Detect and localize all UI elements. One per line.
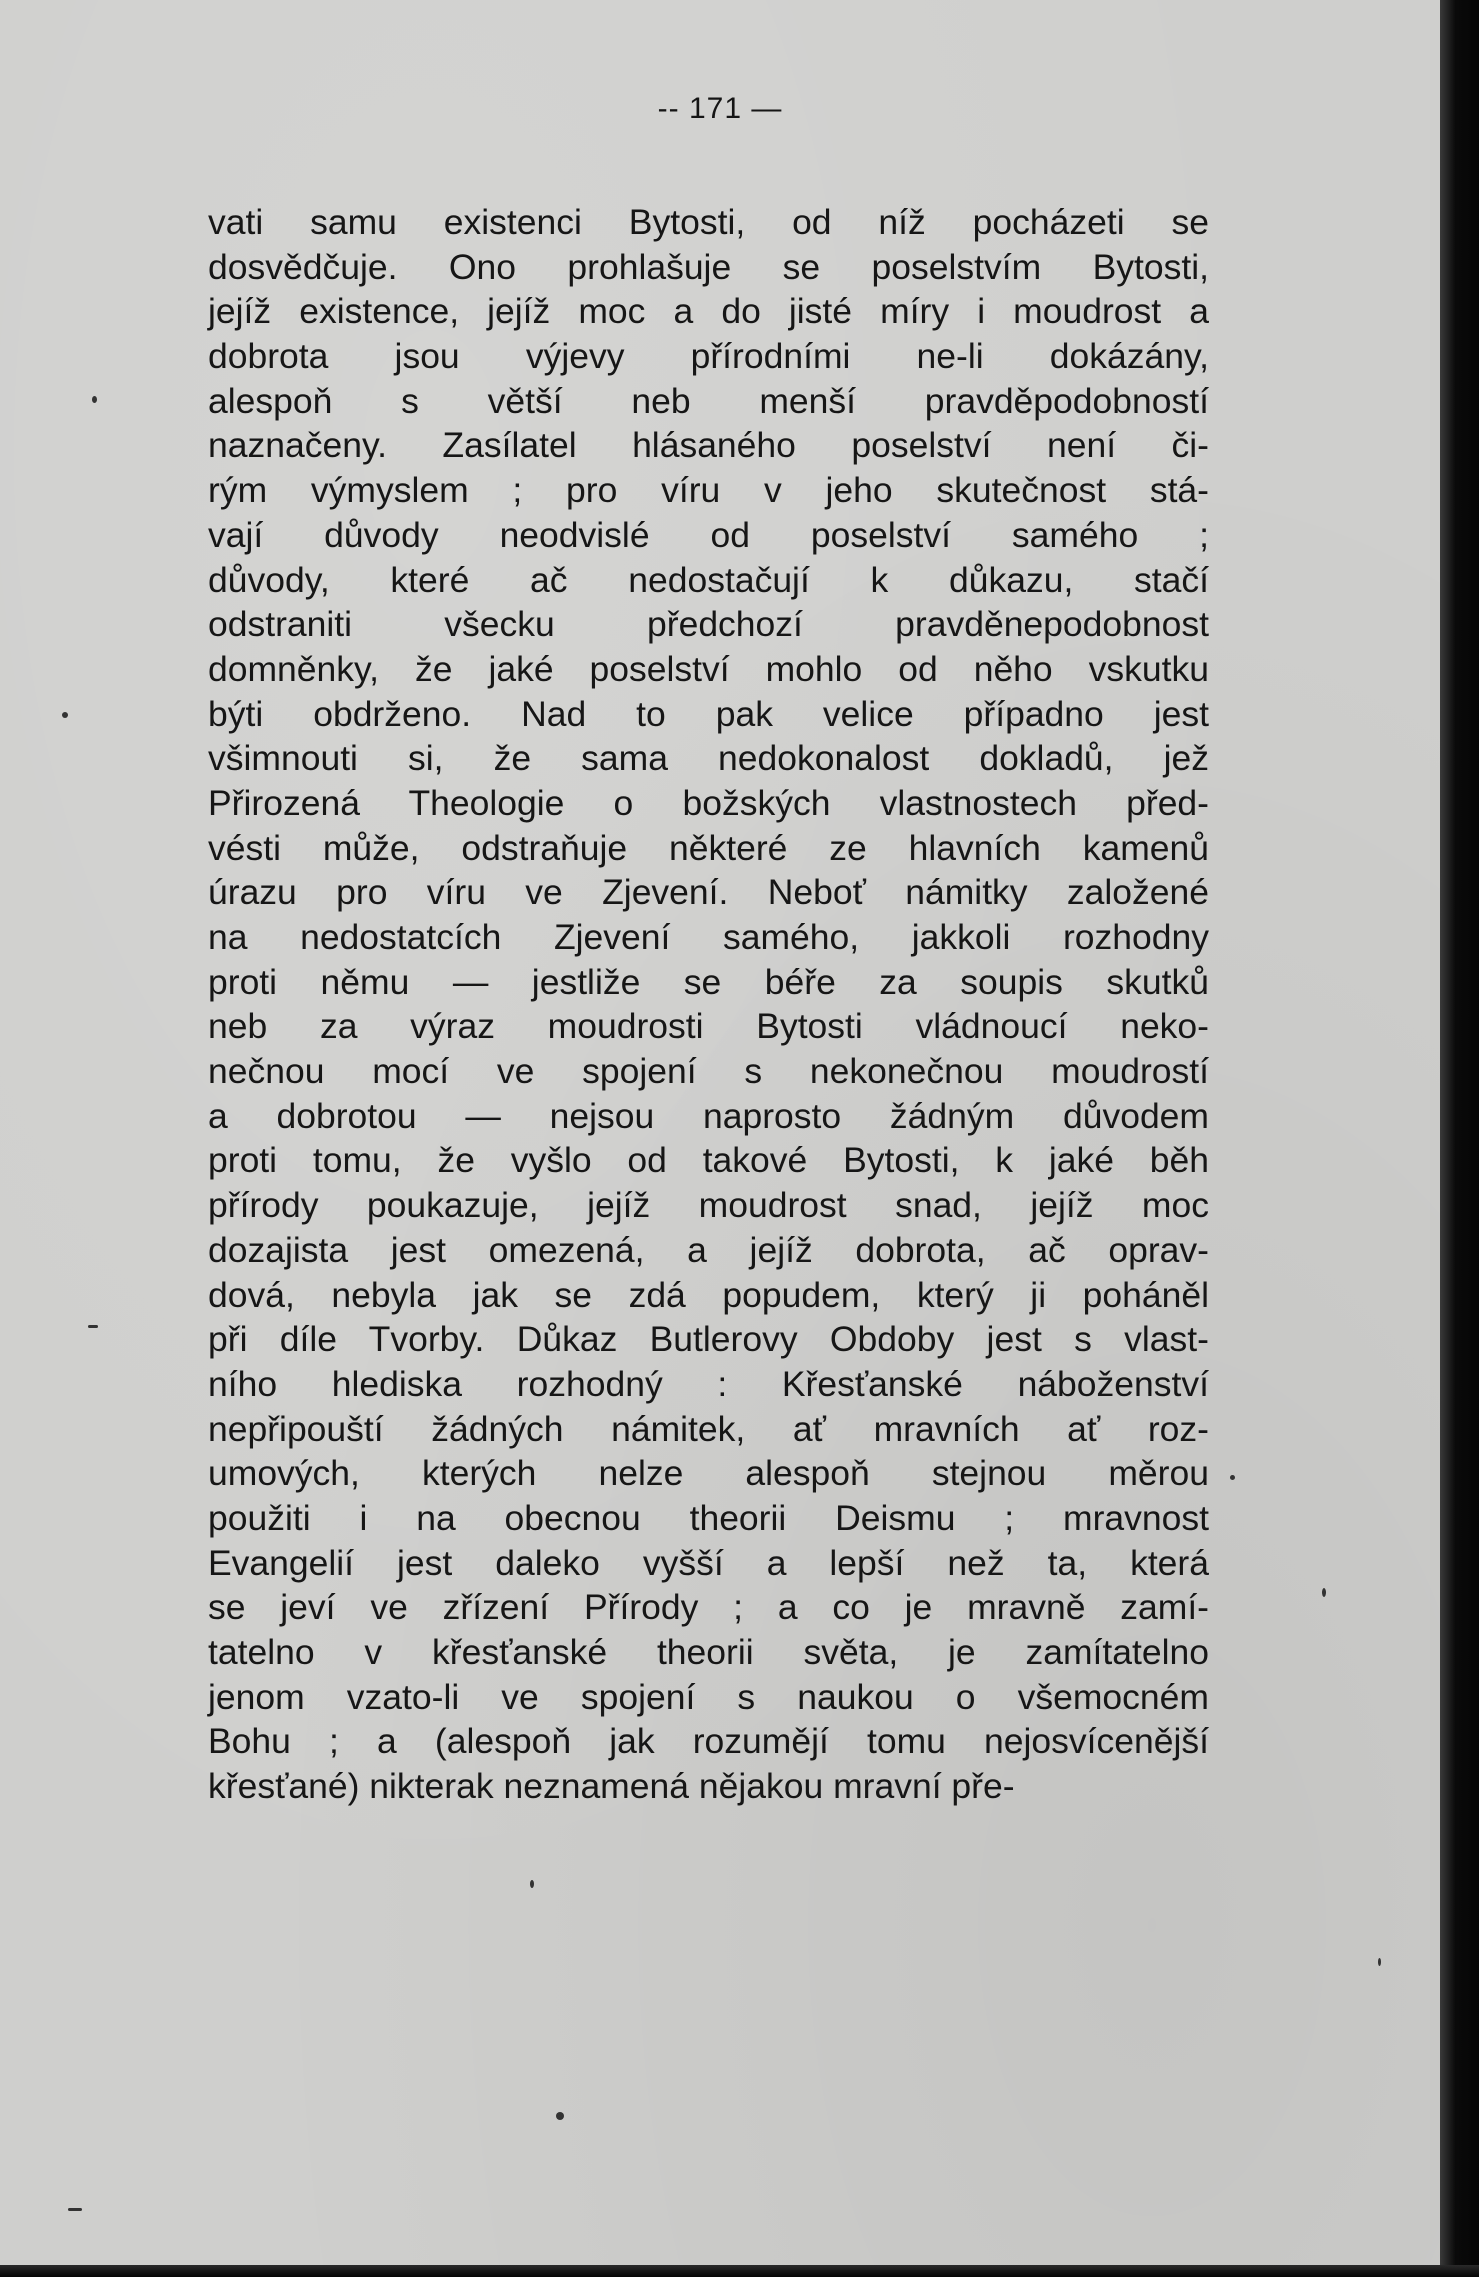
text-line-13: všimnouti si, že sama nedokonalost dokladů, jež (208, 738, 1209, 779)
text-line-24: dozajista jest omezená, a jejíž dobrota, ač oprav- (208, 1229, 1209, 1270)
paper-speck (556, 2112, 564, 2120)
text-line-27: ního hlediska rozhodný : Křesťanské náboženství (208, 1363, 1209, 1404)
text-line-7: rým výmyslem ; pro víru v jeho skutečnost stá- (208, 470, 1209, 511)
text-line-25: dová, nebyla jak se zdá popudem, který ji poháněl (208, 1274, 1209, 1315)
text-line-8: vají důvody neodvislé od poselství samého ; (208, 514, 1209, 555)
paper-speck (88, 1325, 98, 1328)
text-line-21: a dobrotou — nejsou naprosto žádným důvodem (208, 1095, 1209, 1136)
text-line-17: na nedostatcích Zjevení samého, jakkoli rozhodny (208, 917, 1209, 957)
paper-speck (530, 1880, 534, 1888)
text-line-18: proti němu — jestliže se béře za soupis skutků (208, 961, 1209, 1002)
paper-speck (68, 2208, 82, 2211)
text-line-10: odstraniti všecku předchozí pravděnepodobnost (208, 604, 1209, 645)
page-shadow-edge (1440, 0, 1479, 2277)
text-line-35: Bohu ; a (alespoň jak rozumějí tomu nejosvícenější (208, 1721, 1209, 1762)
text-line-14: Přirozená Theologie o božských vlastnostech před- (208, 782, 1209, 823)
text-line-2: dosvědčuje. Ono prohlašuje se poselstvím Bytosti, (208, 246, 1209, 287)
text-line-11: domněnky, že jaké poselství mohlo od něho vskutku (208, 648, 1209, 689)
text-line-34: jenom vzato-li ve spojení s naukou o všemocném (208, 1676, 1209, 1717)
text-line-29: umových, kterých nelze alespoň stejnou měrou (208, 1453, 1209, 1494)
text-body (208, 200, 1209, 1809)
paper-speck (62, 712, 68, 718)
paper-speck (1322, 1588, 1326, 1597)
text-line-20: nečnou mocí ve spojení s nekonečnou moudrostí (208, 1051, 1209, 1092)
text-line-16: úrazu pro víru ve Zjevení. Neboť námitky založené (208, 872, 1209, 913)
text-line-19: neb za výraz moudrosti Bytosti vládnoucí neko- (208, 1006, 1209, 1047)
paper-speck (1230, 1475, 1235, 1480)
text-line-9: důvody, které ač nedostačují k důkazu, stačí (208, 559, 1209, 600)
text-line-26: při díle Tvorby. Důkaz Butlerovy Obdoby jest s vlast- (208, 1319, 1209, 1360)
text-line-36: křesťané) nikterak neznamená nějakou mravní pře- (208, 1766, 1015, 1807)
text-line-12: býti obdrženo. Nad to pak velice případno jest (208, 693, 1209, 734)
text-line-30: použiti i na obecnou theorii Deismu ; mravnost (208, 1497, 1209, 1538)
text-line-3: jejíž existence, jejíž moc a do jisté míry i moudrost a (208, 291, 1209, 332)
text-line-1: vati samu existenci Bytosti, od níž pocházeti se (208, 202, 1209, 242)
text-line-32: se jeví ve zřízení Přírody ; a co je mravně zamí- (208, 1587, 1209, 1628)
paper-speck (1378, 1958, 1381, 1966)
text-line-33: tatelno v křesťanské theorii světa, je zamítatelno (208, 1632, 1209, 1672)
text-line-23: přírody poukazuje, jejíž moudrost snad, jejíž moc (208, 1185, 1209, 1226)
text-line-15: vésti může, odstraňuje některé ze hlavních kamenů (208, 827, 1209, 868)
page-bottom-edge (0, 2265, 1479, 2277)
text-line-31: Evangelií jest daleko vyšší a lepší než ta, která (208, 1542, 1209, 1583)
text-line-28: nepřipouští žádných námitek, ať mravních ať roz- (208, 1408, 1209, 1449)
text-line-4: dobrota jsou výjevy přírodními ne-li dokázány, (208, 336, 1209, 377)
text-line-6: naznačeny. Zasílatel hlásaného poselství není či- (208, 425, 1209, 466)
page-number: -- 171 — (657, 92, 783, 125)
paper-speck (92, 396, 97, 403)
text-line-5: alespoň s větší neb menší pravděpodobností (208, 380, 1209, 421)
text-line-22: proti tomu, že vyšlo od takové Bytosti, k jaké běh (208, 1140, 1209, 1181)
